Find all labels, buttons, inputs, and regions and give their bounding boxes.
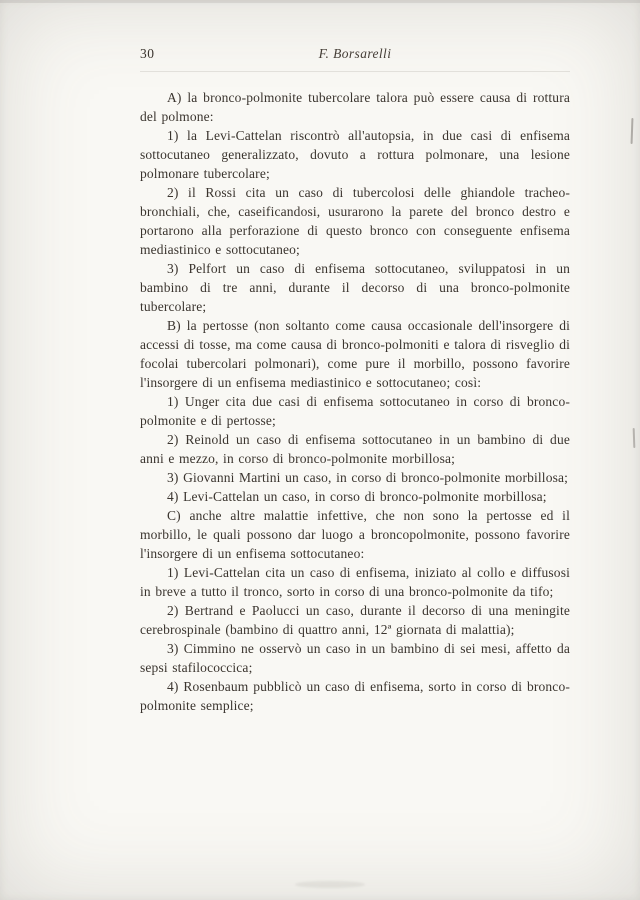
paragraph: 3) Cimmino ne osservò un caso in un bambino di sei mesi, affetto da sepsi stafilococcica; — [140, 641, 570, 675]
paragraph: 1) Unger cita due casi di enfisema sottocutaneo in corso di bronco-polmonite e di pertosse; — [140, 394, 570, 428]
paragraph: 2) il Rossi cita un caso di tubercolosi delle ghiandole tracheo-bronchiali, che, caseificandosi, usurarono la parete del bronco destro e portarono alla perforazione di questo bronco con conseguente enfisema mediastinico e sottocutaneo; — [140, 185, 570, 257]
page-header — [140, 46, 570, 66]
paragraph: B) la pertosse (non soltanto come causa occasionale dell'insorgere di accessi di tosse, ma come causa di bronco-polmoniti e talora di risveglio di focolai tubercolari polmonari), come pure il morbillo, possono favorire l'insorgere di un enfisema mediastinico e sottocutaneo; così: — [140, 318, 570, 390]
body-text — [140, 88, 570, 715]
paragraph: A) la bronco-polmonite tubercolare talora può essere causa di rottura del polmone: — [140, 90, 570, 124]
scan-artifact-right-2 — [633, 428, 636, 448]
scan-artifact-right-1 — [631, 118, 634, 144]
running-head-author: F. Borsarelli — [318, 46, 392, 61]
paragraph: 4) Rosenbaum pubblicò un caso di enfisema, sorto in corso di bronco-polmonite semplice; — [140, 679, 570, 713]
paragraph: 2) Reinold un caso di enfisema sottocutaneo in un bambino di due anni e mezzo, in corso di bronco-polmonite morbillosa; — [140, 432, 570, 466]
paragraph: 1) la Levi-Cattelan riscontrò all'autopsia, in due casi di enfisema sottocutaneo generalizzato, dovuto a rottura polmonare, una lesione polmonare tubercolare; — [140, 128, 570, 181]
header-rule — [140, 71, 570, 72]
paragraph: 1) Levi-Cattelan cita un caso di enfisema, iniziato al collo e diffusosi in breve a tutto il tronco, sorto in corso di una bronco-polmonite da tifo; — [140, 565, 570, 599]
paragraph: 3) Giovanni Martini un caso, in corso di bronco-polmonite morbillosa; — [167, 470, 569, 485]
scan-artifact-top-edge — [0, 0, 640, 3]
paragraph: 2) Bertrand e Paolucci un caso, durante il decorso di una meningite cerebrospinale (bambino di quattro anni, 12ª giornata di malattia); — [140, 603, 570, 637]
scan-artifact-bottom — [295, 881, 365, 888]
text-block — [140, 46, 570, 715]
page-number: 30 — [140, 46, 155, 61]
paragraph: C) anche altre malattie infettive, che non sono la pertosse ed il morbillo, le quali possono dar luogo a broncopolmonite, possono favorire l'insorgere di un enfisema sottocutaneo: — [140, 508, 570, 561]
paragraph: 3) Pelfort un caso di enfisema sottocutaneo, sviluppatosi in un bambino di tre anni, durante il decorso di una bronco-polmonite tubercolare; — [140, 261, 570, 314]
paragraph: 4) Levi-Cattelan un caso, in corso di bronco-polmonite morbillosa; — [167, 489, 547, 504]
